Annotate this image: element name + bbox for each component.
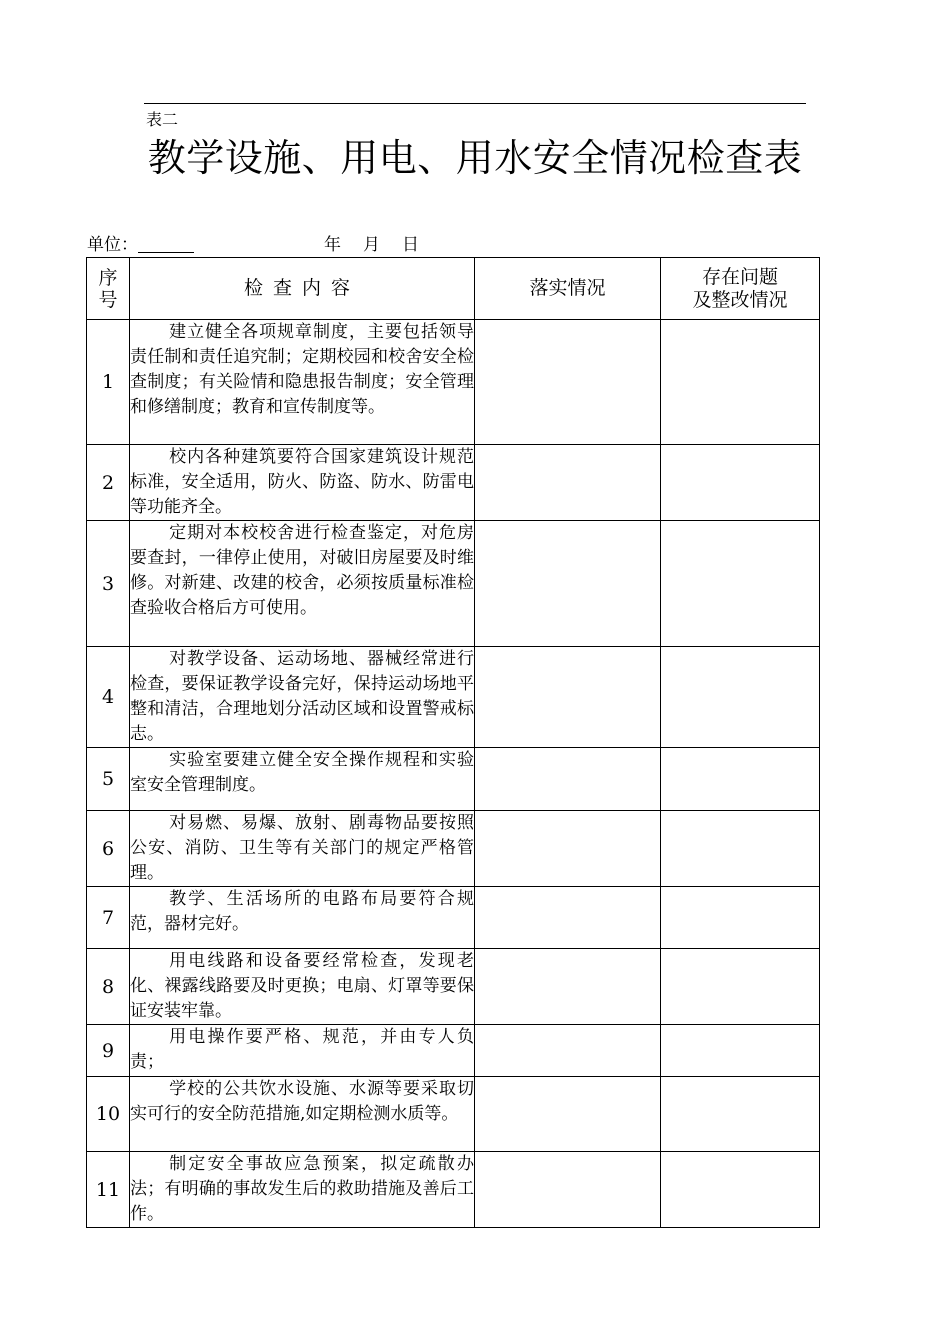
row-content: 建立健全各项规章制度，主要包括领导责任制和责任追究制；定期校园和校舍安全检查制度；有关险情和隐患报告制度；安全管理和修缮制度；教育和宣传制度等。 <box>130 320 475 445</box>
row-content: 用电操作要严格、规范，并由专人负责； <box>130 1025 475 1077</box>
problems-cell[interactable] <box>661 949 820 1025</box>
date-day: 日 <box>402 235 419 255</box>
table-header-row <box>87 258 820 320</box>
row-content: 制定安全事故应急预案，拟定疏散办法；有明确的事故发生后的救助措施及善后工作。 <box>130 1152 475 1228</box>
row-number: 10 <box>87 1077 130 1152</box>
table-row <box>87 811 820 887</box>
header-content: 检查内容 <box>130 258 475 320</box>
implementation-cell[interactable] <box>475 949 661 1025</box>
implementation-cell[interactable] <box>475 1077 661 1152</box>
problems-cell[interactable] <box>661 1152 820 1228</box>
page-title: 教学设施、用电、用水安全情况检查表 <box>147 136 803 180</box>
problems-cell[interactable] <box>661 1025 820 1077</box>
implementation-cell[interactable] <box>475 445 661 521</box>
table-row <box>87 521 820 647</box>
implementation-cell[interactable] <box>475 748 661 811</box>
implementation-cell[interactable] <box>475 811 661 887</box>
implementation-cell[interactable] <box>475 521 661 647</box>
row-number: 1 <box>87 320 130 445</box>
header-implementation: 落实情况 <box>475 258 661 320</box>
date-year: 年 <box>324 235 341 255</box>
header-problems-line2: 及整改情况 <box>692 288 788 311</box>
row-number: 5 <box>87 748 130 811</box>
header-seq <box>87 258 130 320</box>
table-row <box>87 748 820 811</box>
row-number: 6 <box>87 811 130 887</box>
problems-cell[interactable] <box>661 647 820 748</box>
problems-cell[interactable] <box>661 811 820 887</box>
row-number: 9 <box>87 1025 130 1077</box>
table-row <box>87 949 820 1025</box>
table-row <box>87 445 820 521</box>
row-number: 3 <box>87 521 130 647</box>
header-problems-line1: 存在问题 <box>701 265 778 288</box>
problems-cell[interactable] <box>661 521 820 647</box>
problems-cell[interactable] <box>661 320 820 445</box>
doc-label: 表二 <box>146 110 179 129</box>
unit-date-line <box>87 234 419 256</box>
row-number: 11 <box>87 1152 130 1228</box>
problems-cell[interactable] <box>661 445 820 521</box>
date-month: 月 <box>363 235 380 255</box>
header-problems <box>661 258 820 320</box>
implementation-cell[interactable] <box>475 887 661 949</box>
top-rule <box>144 103 806 104</box>
problems-cell[interactable] <box>661 887 820 949</box>
row-content: 用电线路和设备要经常检查，发现老化、裸露线路要及时更换；电扇、灯罩等要保证安装牢靠。 <box>130 949 475 1025</box>
table-row <box>87 1152 820 1228</box>
unit-label: 单位： <box>87 235 138 255</box>
inspection-table <box>86 257 820 1228</box>
date-field <box>324 235 419 255</box>
row-number: 8 <box>87 949 130 1025</box>
row-content: 学校的公共饮水设施、水源等要采取切实可行的安全防范措施,如定期检测水质等。 <box>130 1077 475 1152</box>
table-row <box>87 887 820 949</box>
table-row <box>87 320 820 445</box>
row-content: 实验室要建立健全安全操作规程和实验室安全管理制度。 <box>130 748 475 811</box>
header-seq-text: 序号 <box>98 266 118 311</box>
row-number: 7 <box>87 887 130 949</box>
row-content: 教学、生活场所的电路布局要符合规范，器材完好。 <box>130 887 475 949</box>
unit-blank-field[interactable] <box>138 234 194 253</box>
implementation-cell[interactable] <box>475 320 661 445</box>
row-content: 定期对本校校舍进行检查鉴定，对危房要查封，一律停止使用，对破旧房屋要及时维修。对新建、改建的校舍，必须按质量标准检查验收合格后方可使用。 <box>130 521 475 647</box>
implementation-cell[interactable] <box>475 1025 661 1077</box>
table-row <box>87 647 820 748</box>
implementation-cell[interactable] <box>475 1152 661 1228</box>
row-content: 对教学设备、运动场地、器械经常进行检查，要保证教学设备完好，保持运动场地平整和清洁，合理地划分活动区域和设置警戒标志。 <box>130 647 475 748</box>
problems-cell[interactable] <box>661 1077 820 1152</box>
row-content: 校内各种建筑要符合国家建筑设计规范标准，安全适用，防火、防盗、防水、防雷电等功能齐全。 <box>130 445 475 521</box>
table-row <box>87 1077 820 1152</box>
row-content: 对易燃、易爆、放射、剧毒物品要按照公安、消防、卫生等有关部门的规定严格管理。 <box>130 811 475 887</box>
row-number: 2 <box>87 445 130 521</box>
problems-cell[interactable] <box>661 748 820 811</box>
implementation-cell[interactable] <box>475 647 661 748</box>
row-number: 4 <box>87 647 130 748</box>
table-row <box>87 1025 820 1077</box>
